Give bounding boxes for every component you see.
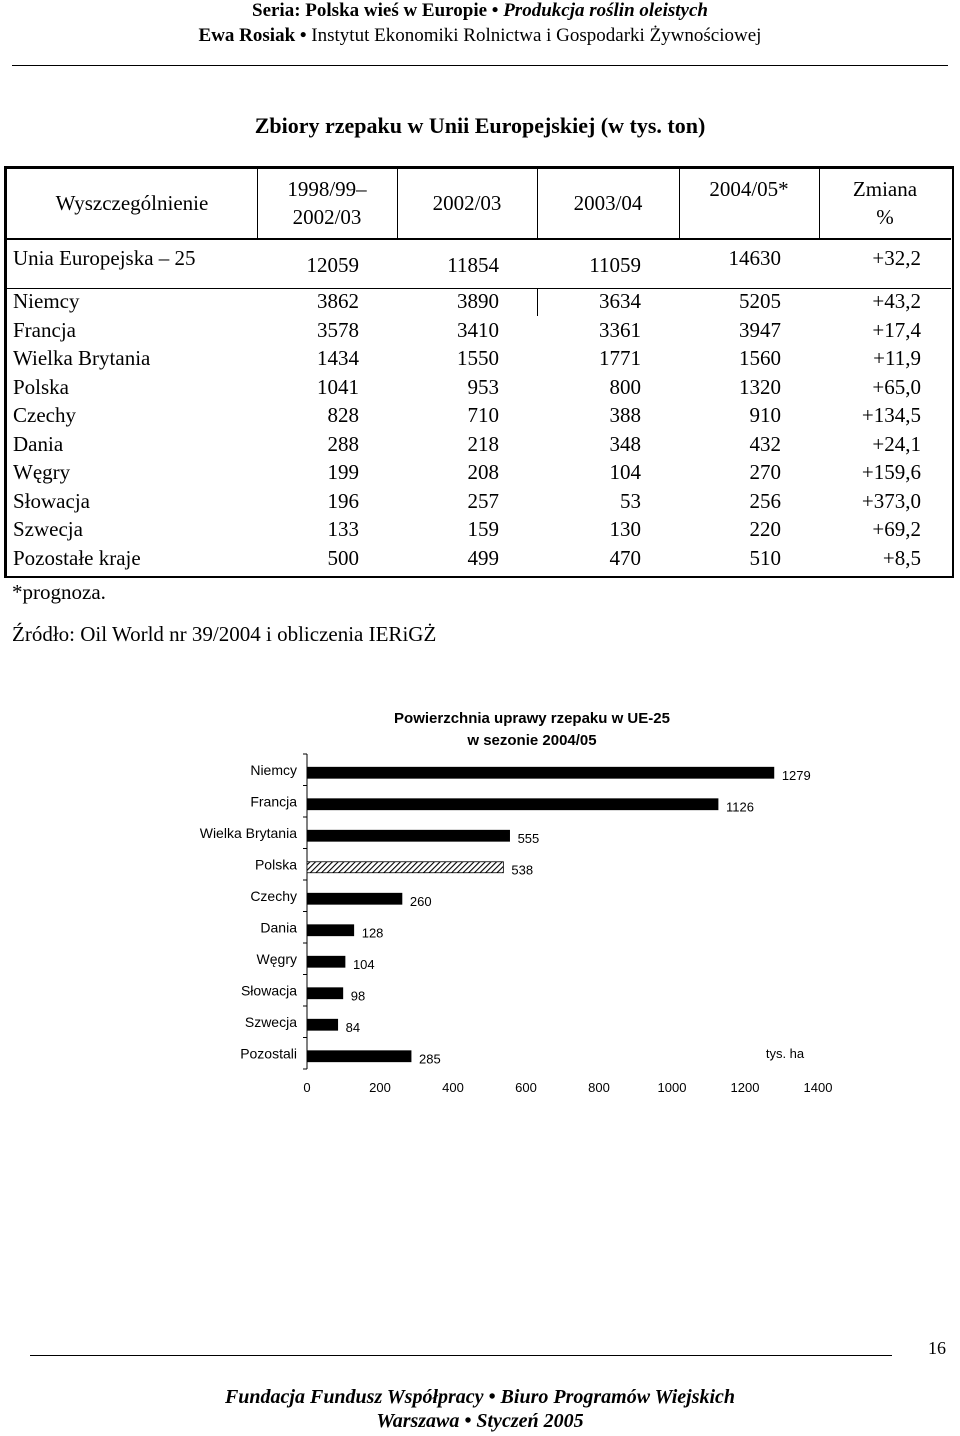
series-prefix: Seria: Polska wieś w Europie xyxy=(252,0,488,21)
x-tick-label: 600 xyxy=(515,1080,537,1095)
column-header: 2003/04 xyxy=(573,191,643,215)
bullet: • xyxy=(299,25,307,46)
footnote: *prognoza. xyxy=(12,580,106,604)
table-cell: 53 xyxy=(620,489,641,513)
table-cell: 3578 xyxy=(317,318,359,342)
bar-pozostali xyxy=(307,1051,411,1062)
table-cell: +11,9 xyxy=(873,346,921,370)
table-cell: +373,0 xyxy=(861,489,921,513)
table-cell: +8,5 xyxy=(882,546,921,570)
category-label: Dania xyxy=(260,919,297,936)
column-header: Wyszczególnienie xyxy=(55,191,209,215)
data-label: 104 xyxy=(352,956,375,972)
column-header: 2002/03 xyxy=(432,191,502,215)
table-cell: 196 xyxy=(327,489,359,513)
source-note: Źródło: Oil World nr 39/2004 i obliczenia IERiGŻ xyxy=(12,622,437,646)
harvest-table xyxy=(4,166,954,578)
bar-niemcy xyxy=(307,767,774,778)
table-cell: 800 xyxy=(609,375,641,399)
row-label: Węgry xyxy=(13,460,71,484)
table-cell: 220 xyxy=(749,517,781,541)
table-cell: 218 xyxy=(467,432,499,456)
row-label: Dania xyxy=(13,432,64,456)
row-label: Wielka Brytania xyxy=(13,346,151,370)
table-cell: +134,5 xyxy=(861,403,921,427)
institute: Instytut Ekonomiki Rolnictwa i Gospodarki Żywnościowej xyxy=(311,25,762,46)
category-label: Niemcy xyxy=(250,761,297,778)
page-number: 16 xyxy=(928,1338,946,1358)
cell-divider-stub xyxy=(537,288,538,316)
footer-rule xyxy=(30,1355,892,1356)
table-cell: +65,0 xyxy=(872,375,921,399)
table-cell: 510 xyxy=(749,546,781,570)
author: Ewa Rosiak xyxy=(198,25,296,46)
column-header: % xyxy=(876,205,894,229)
data-label: 128 xyxy=(361,925,384,941)
x-tick-label: 0 xyxy=(303,1080,311,1095)
table-cell: 11059 xyxy=(589,253,641,277)
table-cell: 3862 xyxy=(317,289,359,313)
row-label: Czechy xyxy=(13,403,76,427)
table-cell: +43,2 xyxy=(872,289,921,313)
table-cell: 133 xyxy=(327,517,359,541)
table-cell: 5205 xyxy=(739,289,781,313)
table-cell: 208 xyxy=(467,460,499,484)
table-cell: 288 xyxy=(327,432,359,456)
unit-label: tys. ha xyxy=(765,1046,805,1061)
category-label: Polska xyxy=(254,856,297,873)
bar-wielka-brytania xyxy=(307,830,510,841)
table-cell: 910 xyxy=(749,403,781,427)
bar-francja xyxy=(307,799,718,810)
table-cell: 199 xyxy=(327,460,359,484)
table-cell: +32,2 xyxy=(872,246,921,270)
table-cell: 388 xyxy=(609,403,641,427)
data-label: 98 xyxy=(350,988,366,1004)
table-cell: 130 xyxy=(609,517,641,541)
table-cell: 1560 xyxy=(739,346,781,370)
table-cell: 257 xyxy=(467,489,499,513)
table-cell: 348 xyxy=(609,432,641,456)
bullet: • xyxy=(491,0,499,21)
row-label: Szwecja xyxy=(13,517,83,541)
table-cell: +69,2 xyxy=(872,517,921,541)
table-cell: +159,6 xyxy=(861,460,921,484)
data-label: 84 xyxy=(345,1019,361,1035)
column-header: Zmiana xyxy=(852,177,918,201)
table-cell: 12059 xyxy=(306,253,359,277)
chart-title-line2: w sezonie 2004/05 xyxy=(467,732,597,749)
table-cell: 953 xyxy=(467,375,499,399)
table-cell: 14630 xyxy=(728,246,781,270)
table-cell: 256 xyxy=(749,489,781,513)
bar-słowacja xyxy=(307,988,343,999)
table-cell: 11854 xyxy=(447,253,499,277)
category-label: Pozostali xyxy=(240,1045,297,1062)
x-tick-label: 1400 xyxy=(803,1080,833,1095)
table-cell: 3890 xyxy=(457,289,499,313)
table-cell: 1434 xyxy=(317,346,359,370)
bar-czechy xyxy=(307,893,402,904)
category-label: Słowacja xyxy=(240,982,297,999)
table-cell: 270 xyxy=(749,460,781,484)
table-cell: 159 xyxy=(467,517,499,541)
row-label: Unia Europejska – 25 xyxy=(13,246,196,270)
column-header: 1998/99– xyxy=(287,177,367,201)
table-cell: 1771 xyxy=(599,346,641,370)
x-tick-label: 800 xyxy=(588,1080,610,1095)
bar-polska xyxy=(307,862,503,873)
category-label: Czechy xyxy=(250,887,297,904)
table-cell: 470 xyxy=(609,546,641,570)
table-cell: 828 xyxy=(327,403,359,427)
column-header: 2002/03 xyxy=(292,205,362,229)
data-label: 555 xyxy=(517,830,540,846)
table-cell: 499 xyxy=(467,546,499,570)
table-cell: +17,4 xyxy=(872,318,921,342)
bar-węgry xyxy=(307,956,345,967)
footer-line1: Fundacja Fundusz Współpracy • Biuro Programów Wiejskich xyxy=(224,1386,736,1408)
header-rule xyxy=(12,65,948,66)
table-cell: 1041 xyxy=(317,375,359,399)
table-cell: 710 xyxy=(467,403,499,427)
category-label: Węgry xyxy=(256,950,297,967)
chart-title-line1: Powierzchnia uprawy rzepaku w UE-25 xyxy=(394,710,670,727)
header-series-line xyxy=(0,0,960,22)
table-cell: 3410 xyxy=(457,318,499,342)
column-header: 2004/05* xyxy=(709,177,789,201)
data-label: 538 xyxy=(511,862,534,878)
row-label: Francja xyxy=(13,318,76,342)
category-label: Francja xyxy=(250,793,297,810)
table-cell: 3947 xyxy=(739,318,781,342)
table-cell: 1550 xyxy=(457,346,499,370)
x-tick-label: 200 xyxy=(369,1080,391,1095)
row-label: Polska xyxy=(13,375,70,399)
table-cell: 432 xyxy=(749,432,781,456)
table-cell: +24,1 xyxy=(872,432,921,456)
row-label: Słowacja xyxy=(13,489,90,513)
data-label: 1126 xyxy=(725,799,754,815)
bar-szwecja xyxy=(307,1019,338,1030)
table-cell: 3634 xyxy=(599,289,641,313)
row-label: Niemcy xyxy=(13,289,80,313)
series-name: Produkcja roślin oleistych xyxy=(503,0,708,21)
x-tick-label: 1000 xyxy=(657,1080,687,1095)
table-cell: 500 xyxy=(327,546,359,570)
footer-line2: Warszawa • Styczeń 2005 xyxy=(376,1410,584,1432)
row-label: Pozostałe kraje xyxy=(13,546,141,570)
category-label: Wielka Brytania xyxy=(199,824,297,841)
data-label: 260 xyxy=(409,893,432,909)
table-title: Zbiory rzepaku w Unii Europejskiej (w tys. ton) xyxy=(254,113,706,138)
table-cell: 1320 xyxy=(739,375,781,399)
category-label: Szwecja xyxy=(244,1013,297,1030)
data-label: 285 xyxy=(419,1051,441,1067)
header-author-line xyxy=(0,25,960,47)
table-cell: 3361 xyxy=(599,318,641,342)
table-cell: 104 xyxy=(609,460,641,484)
x-tick-label: 400 xyxy=(442,1080,464,1095)
bar-dania xyxy=(307,925,354,936)
data-label: 1279 xyxy=(781,767,811,783)
x-tick-label: 1200 xyxy=(730,1080,760,1095)
table-rule xyxy=(7,238,951,240)
